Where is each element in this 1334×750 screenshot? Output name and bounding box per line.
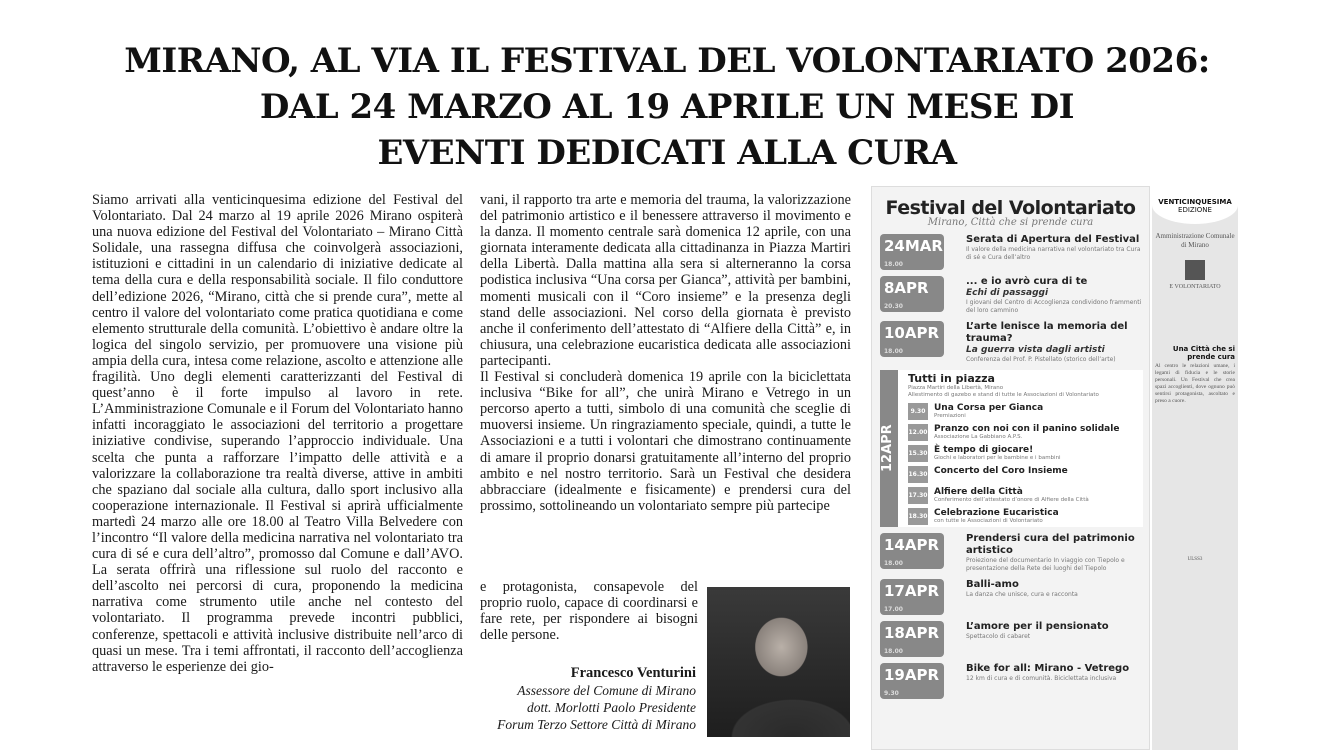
item-title: Una Corsa per Gianca xyxy=(934,403,1044,413)
day-item xyxy=(908,445,1139,462)
day-12-block xyxy=(880,370,1143,527)
signature-name: Francesco Venturini xyxy=(570,665,696,681)
poster-event xyxy=(880,234,1143,270)
day-item xyxy=(908,508,1139,525)
item-desc: Associazione La Gabbiano A.P.S. xyxy=(934,434,1023,440)
item-desc: Giochi e laboratori per le bambine e i bambini xyxy=(934,455,1061,461)
headline xyxy=(0,38,1334,176)
item-title: È tempo di giocare! xyxy=(934,445,1034,455)
day-item xyxy=(908,487,1139,504)
item-title: Alfiere della Città xyxy=(934,487,1023,497)
event-desc: La danza che unisce, cura e racconta xyxy=(966,591,1078,598)
event-title: ... e io avrò cura di te xyxy=(966,276,1088,287)
event-time: 17.00 xyxy=(884,606,903,613)
forum-label: E VOLONTARIATO xyxy=(1169,284,1221,290)
article-column-1 xyxy=(92,192,463,675)
signature-role: dott. Morlotti Paolo Presidente xyxy=(527,700,696,715)
festival-poster xyxy=(871,186,1150,750)
event-time: 18.00 xyxy=(884,648,903,655)
event-date xyxy=(880,663,944,699)
event-subtitle: La guerra vista dagli artisti xyxy=(966,345,1105,355)
event-desc: Conferenza del Prof. P. Pistellato (storico dell’arte) xyxy=(966,356,1116,363)
event-date xyxy=(880,579,944,615)
event-title: Balli-amo xyxy=(966,579,1019,590)
event-title: Prendersi cura del patrimonio artistico xyxy=(966,533,1135,556)
event-title: Serata di Apertura del Festival xyxy=(966,234,1140,245)
block-desc: Allestimento di gazebo e stand di tutte le Associazioni di Volontariato xyxy=(908,392,1099,398)
headline-line: MIRANO, AL VIA IL FESTIVAL DEL VOLONTARIATO 2026: xyxy=(124,41,1210,81)
sidebar-text: Al centro le relazioni umane, i legami di fiducia e le storie personali. Un Festival che crea spazi accoglienti, dove ognuno può sentirsi protagonista, ascoltato e preso a cuore. xyxy=(1155,363,1235,404)
forum-logo xyxy=(1185,260,1205,280)
item-time: 17.30 xyxy=(908,487,928,504)
event-subtitle: Echi di passaggi xyxy=(966,288,1049,298)
author-photo xyxy=(707,587,850,737)
poster-event xyxy=(880,533,1143,573)
event-date xyxy=(880,276,944,312)
event-time: 18.00 xyxy=(884,348,903,355)
poster-title: Festival del Volontariato xyxy=(885,197,1136,219)
event-date xyxy=(880,234,944,270)
date-text: 18APR xyxy=(884,624,940,642)
item-desc: Conferimento dell’attestato d’onore di Alfiere della Città xyxy=(934,497,1089,503)
event-desc: Il valore della medicina narrativa nel volontariato tra Cura di sé e Cura dell’altro xyxy=(966,246,1141,261)
event-time: 18.00 xyxy=(884,261,903,268)
event-time: 18.00 xyxy=(884,560,903,567)
event-time: 9.30 xyxy=(884,690,899,697)
edition-sub: EDIZIONE xyxy=(1178,206,1212,214)
admin-label: Amministrazione Comunale di Mirano xyxy=(1155,232,1235,249)
poster-sidebar xyxy=(1152,186,1238,750)
item-title: Celebrazione Eucaristica xyxy=(934,508,1059,518)
event-title: L’arte lenisce la memoria del trauma? xyxy=(966,321,1128,344)
item-time: 12.00 xyxy=(908,424,928,441)
day-label: 12APR xyxy=(880,424,895,473)
item-title: Pranzo con noi con il panino solidale xyxy=(934,424,1120,434)
event-date xyxy=(880,621,944,657)
item-desc: con tutte le Associazioni di Volontariato xyxy=(934,518,1043,524)
article-tail: e protagonista, consapevole del proprio ruolo, capace di coordinarsi e fare rete, per rispondere ai bisogni delle persone. xyxy=(480,579,698,644)
date-text: 14APR xyxy=(884,536,940,554)
poster-event xyxy=(880,321,1143,364)
sidebar-heading: Una Città che si prende cura xyxy=(1172,345,1235,361)
block-place: Piazza Martiri della Libertà, Mirano xyxy=(908,385,1004,391)
event-desc: I giovani del Centro di Accoglienza condividono frammenti del loro cammino xyxy=(966,299,1142,314)
date-text: 17APR xyxy=(884,582,940,600)
signature-role: Assessore del Comune di Mirano xyxy=(517,683,696,698)
poster-subtitle: Mirano, Città che si prende cura xyxy=(927,217,1094,228)
article-column-2 xyxy=(480,192,851,514)
event-date xyxy=(880,321,944,357)
poster-event xyxy=(880,579,1143,615)
date-text: 10APR xyxy=(884,324,940,342)
paragraph: Il Festival si concluderà domenica 19 aprile con la biciclettata inclusiva “Bike for all”, che unirà Mirano e Vetrego in un percorso aperto a tutti, simbolo di una comunità che sceglie di muoversi insieme. Un ringraziamento speciale, quindi, a tutte le Associazioni e a tutti i volontari che dimostrano continuamente di amare il proprio donarsi gratuitamente all’interno del proprio ambito e nel nostro territorio. Sarà un Festival che desidera abbracciare (idealmente e fisicamente) e prendersi cura del prossimo, sottolineando un volontariato sempre più partecipe xyxy=(480,369,851,514)
event-desc: Proiezione del documentario In viaggio con Tiepolo e presentazione della Rete dei luoghi del Tiepolo xyxy=(966,557,1125,572)
day-item xyxy=(908,466,1139,483)
event-title: L’amore per il pensionato xyxy=(966,621,1109,632)
paragraph: Siamo arrivati alla venticinquesima edizione del Festival del Volontariato. Dal 24 marzo al 19 aprile 2026 Mirano ospiterà una nuova edizione del Festival del Volontariato – Mirano Città Solidale, una rassegna diffusa che coinvolgerà associazioni, istituzioni e cittadini in un calendario di iniziative dedicate al tema della cura e della responsabilità sociale. Il filo conduttore dell’edizione 2026, “Mirano, città che si prende cura”, mette al centro il valore del volontariato come pratica quotidiana e come elemento strutturale della comunità. L’obiettivo è andare oltre la logica del singolo servizio, per promuovere una visione più ampia della cura, intesa come relazione, ascolto e attenzione alle fragilità. Uno degli elementi caratterizzanti del Festival di quest’anno è il forte impulso al lavoro in rete. L’Amministrazione Comunale e il Forum del Volontariato hanno infatti incoraggiato le associazioni del territorio a progettare iniziative condivise, superando l’approccio individuale. Una scelta che punta a rafforzare l’impatto delle attività e a valorizzare la collaborazione tra realtà diverse, attive in ambiti che spaziano dal sociale alla cultura, dallo sport inclusivo alla cooperazione internazionale. Il Festival si aprirà ufficialmente martedì 24 marzo alle ore 18.00 al Teatro Villa Belvedere con l’incontro “Il valore della medicina narrativa nel volontariato tra cura di sé e cura dell’altro”, promosso dal Comune e dall’AVO. La serata offrirà una riflessione sul ruolo del racconto e dell’ascolto nei percorsi di cura, proponendo la medicina narrativa come strumento utile anche nel contesto del volontariato. Il programma prevede incontri pubblici, conferenze, spettacoli e attività inclusive distribuite nell’arco di quasi un mese. Tra i temi affrontati, il racconto dell’accoglienza attraverso le esperienze dei gio- xyxy=(92,192,463,675)
block-title: Tutti in piazza xyxy=(908,372,995,385)
headline-line: DAL 24 MARZO AL 19 APRILE UN MESE DI xyxy=(259,87,1075,127)
item-title: Concerto del Coro Insieme xyxy=(934,466,1068,476)
poster-event xyxy=(880,276,1143,315)
headline-line: EVENTI DEDICATI ALLA CURA xyxy=(377,133,957,173)
day-item xyxy=(908,403,1139,420)
poster-event xyxy=(880,663,1143,699)
date-text: 8APR xyxy=(884,279,929,297)
event-desc: 12 km di cura e di comunità. Biciclettata inclusiva xyxy=(966,675,1117,682)
day-item xyxy=(908,424,1139,441)
date-text: 19APR xyxy=(884,666,940,684)
item-desc: Premiazioni xyxy=(934,413,966,419)
event-time: 20.30 xyxy=(884,303,903,310)
signature-role: Forum Terzo Settore Città di Mirano xyxy=(497,717,696,732)
event-desc: Spettacolo di cabaret xyxy=(966,633,1031,640)
item-time: 15.30 xyxy=(908,445,928,462)
signature xyxy=(490,665,696,733)
partner-logo: ULSS3 xyxy=(1187,557,1203,562)
paragraph: vani, il rapporto tra arte e memoria del trauma, la valorizzazione del patrimonio artistico e il benessere attraverso il movimento e la danza. Il momento centrale sarà domenica 12 aprile, con una giornata interamente dedicata alla cittadinanza in Piazza Martiri della Libertà. Dalla mattina alla sera si alterneranno la corsa podistica inclusiva “Una corsa per Gianca”, attività per bambini, momenti musicali con il “Coro insieme” e la presenza degli stand delle associazioni. Nel corso della giornata è previsto anche il conferimento dell’attestato di “Alfiere della Città” e, in chiusura, una celebrazione eucaristica dedicata alle associazioni partecipanti. xyxy=(480,192,851,369)
date-text: 24MAR xyxy=(884,237,943,255)
event-date xyxy=(880,533,944,569)
item-time: 18.30 xyxy=(908,508,928,525)
item-time: 9.30 xyxy=(908,403,928,420)
event-title: Bike for all: Mirano - Vetrego xyxy=(966,663,1130,674)
edition-label: VENTICINQUESIMA xyxy=(1158,198,1232,206)
item-time: 16.30 xyxy=(908,466,928,483)
poster-event xyxy=(880,621,1143,657)
